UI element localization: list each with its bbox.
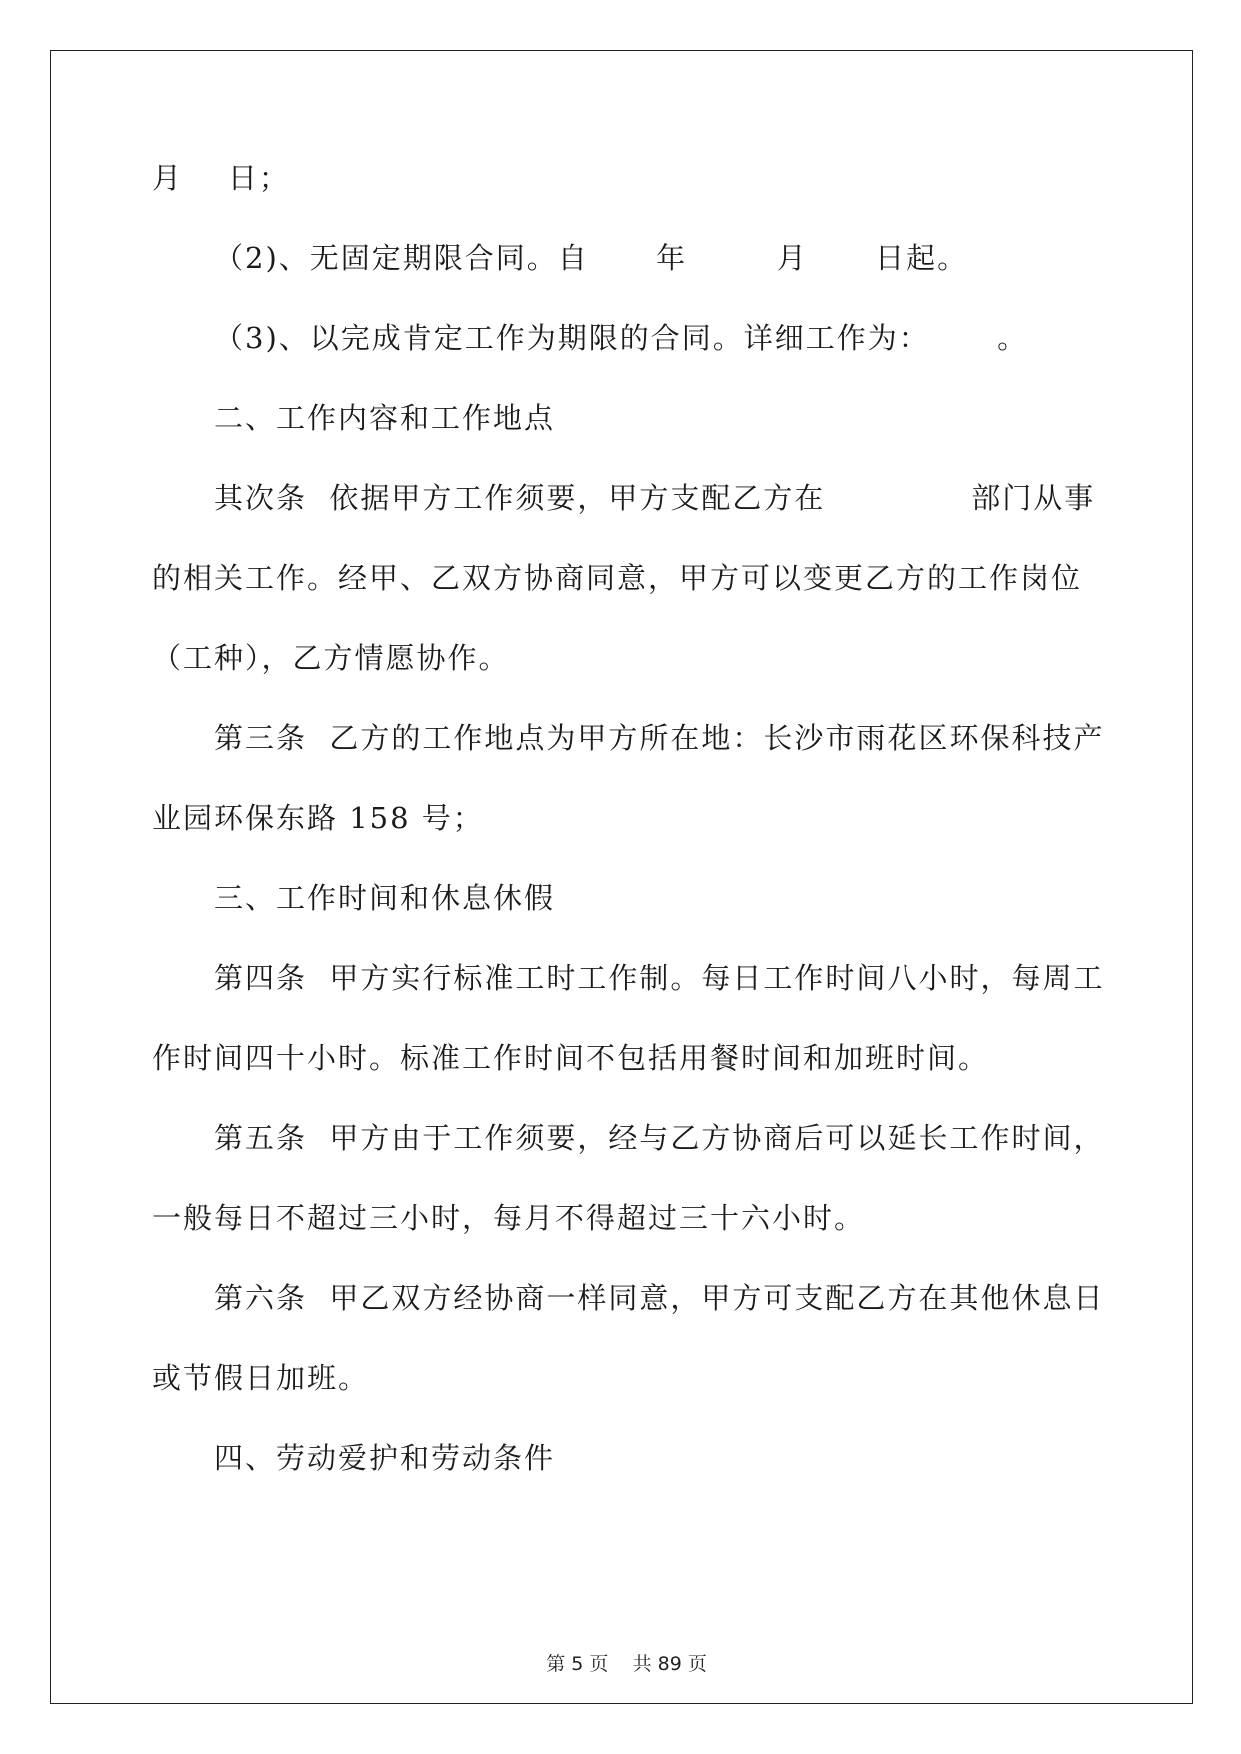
text-line: 其次条 依据甲方工作须要，甲方支配乙方在 部门从事 bbox=[214, 481, 1096, 515]
text-line: 业园环保东路 158 号； bbox=[152, 801, 484, 835]
text-line: 作时间四十小时。标准工作时间不包括用餐时间和加班时间。 bbox=[152, 1041, 990, 1075]
page-number: 第 5 页 bbox=[546, 1653, 609, 1675]
text-line: 一般每日不超过三小时，每月不得超过三十六小时。 bbox=[152, 1201, 866, 1235]
text-line: 月 日； bbox=[152, 161, 290, 195]
text-line: 第四条 甲方实行标准工时工作制。每日工作时间八小时，每周工 bbox=[214, 961, 1105, 995]
section-heading: 二、工作内容和工作地点 bbox=[214, 401, 556, 435]
text-line: 第三条 乙方的工作地点为甲方所在地：长沙市雨花区环保科技产 bbox=[214, 721, 1105, 755]
text-line: 的相关工作。经甲、乙双方协商同意，甲方可以变更乙方的工作岗位 bbox=[152, 561, 1083, 595]
section-heading: 三、工作时间和休息休假 bbox=[214, 881, 556, 915]
section-heading: 四、劳动爱护和劳动条件 bbox=[214, 1441, 556, 1475]
page-total: 共 89 页 bbox=[632, 1653, 707, 1675]
text-line: 或节假日加班。 bbox=[152, 1361, 370, 1395]
text-line: 第六条 甲乙双方经协商一样同意，甲方可支配乙方在其他休息日 bbox=[214, 1281, 1105, 1315]
text-line: （工种），乙方情愿协作。 bbox=[152, 641, 510, 675]
text-line: （3)、以完成肯定工作为期限的合同。详细工作为： 。 bbox=[214, 321, 1029, 355]
text-line: 第五条 甲方由于工作须要，经与乙方协商后可以延长工作时间， bbox=[214, 1121, 1105, 1155]
text-line: （2)、无固定期限合同。自 年 月 日起。 bbox=[214, 241, 969, 275]
page-footer bbox=[0, 1627, 1241, 1676]
